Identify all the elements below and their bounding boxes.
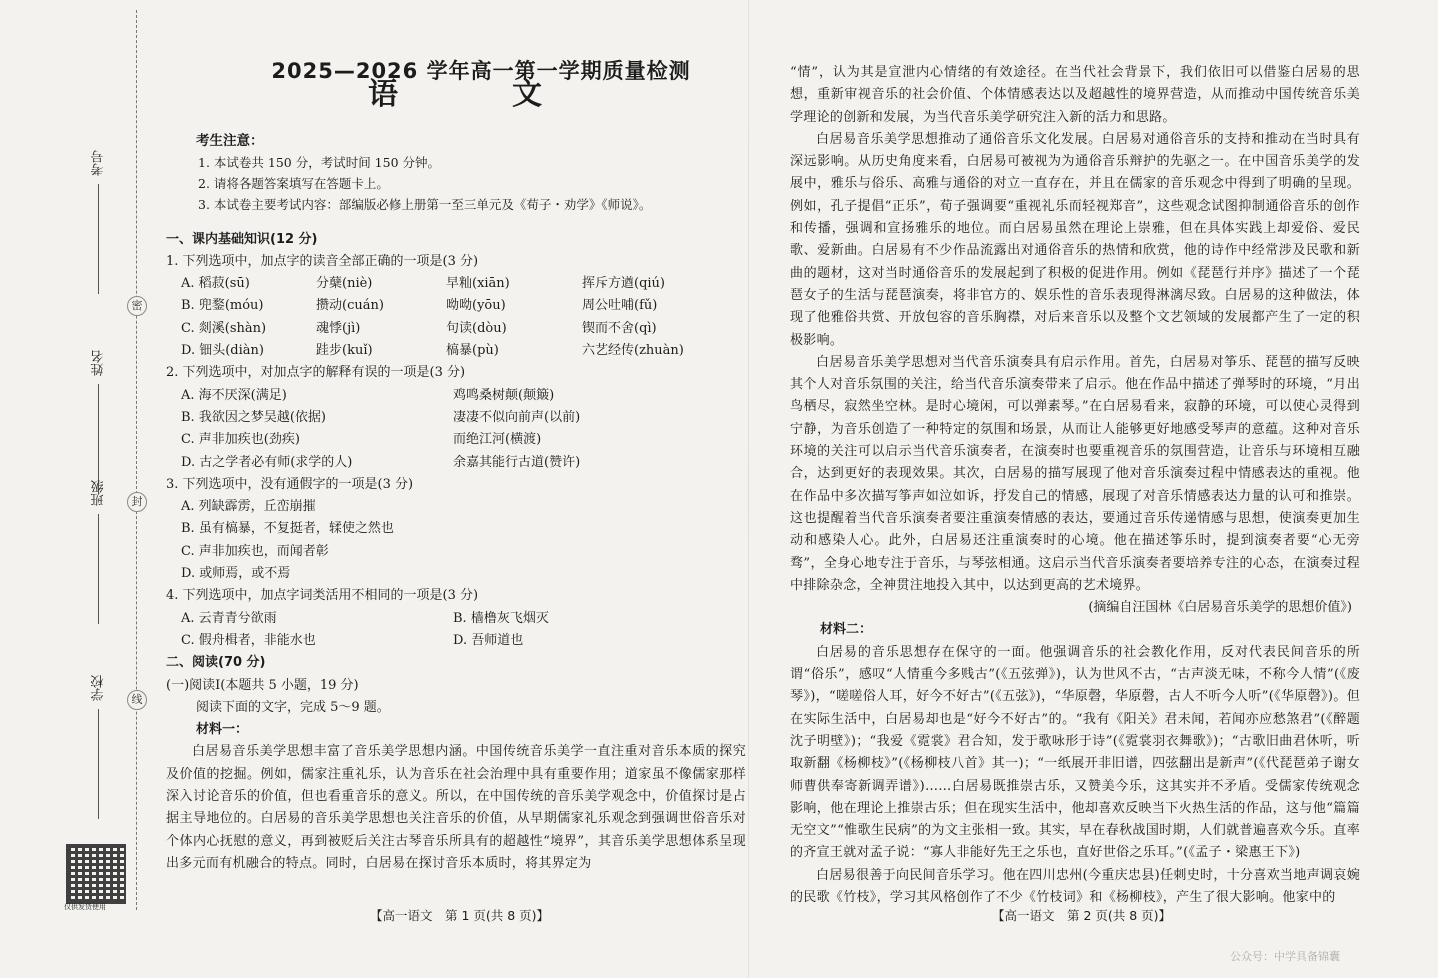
page-1-footer: 【高一语文 第 1 页(共 8 页)】: [370, 908, 550, 923]
section-heading: 一、课内基础知识(12 分): [166, 231, 318, 247]
option: 攒动(cuán): [316, 298, 384, 314]
question-2: 2. 下列选项中，对加点字的解释有误的一项是(3 分): [166, 365, 466, 381]
option: 周公吐哺(fǔ): [582, 298, 658, 314]
field-exam-number: 考号: [88, 150, 110, 294]
notice-heading: 考生注意：: [196, 132, 264, 149]
page-1: [166, 52, 746, 875]
paragraph: 白居易音乐美学思想推动了通俗音乐文化发展。白居易对通俗音乐的支持和推动在当时具有深远影响。从历史角度来看，白居易可被视为为通俗音乐辩护的先驱之一。在中国音乐美学的发展中，雅乐与俗乐、高雅与通俗的对立一直存在，并且在儒家的音乐观念中得到了明确的呈现。例如，孔子提倡“正乐”，荀子强调要“重视礼乐而轻视郑音”，这些观念试图抑制通俗音乐的创作和传播，强调和宣扬雅乐的地位。而白居易虽然在理论上崇雅，但在具体实践上却爱俗、爱民歌、爱新曲。白居易有不少作品流露出对通俗音乐的热情和欣赏，他的诗作中经常涉及民歌和新曲的题材，这对当时通俗音乐的发展起到了积极的促进作用。例如《琵琶行并序》描述了一个琵琶女子的生活与琵琶演奏，将非官方的、娱乐性的音乐表现得淋漓尽致。白居易的这种做法，体现了他雅俗共赏、开放包容的音乐胸襟，对后来音乐以及整个文艺领域的发展都产生了一定的积极影响。: [790, 131, 1360, 348]
option: A. 云青青兮欲雨: [181, 610, 277, 626]
watermark: 公众号：中学具备锦囊: [1230, 950, 1340, 963]
seal-mark-feng: 封: [127, 492, 147, 512]
subject-title: 语 文: [368, 77, 584, 113]
page-2-footer: 【高一语文 第 2 页(共 8 页)】: [992, 908, 1172, 923]
notice-item: 1. 本试卷共 150 分，考试时间 150 分钟。: [198, 154, 441, 170]
field-class: 班级: [88, 480, 110, 624]
option: C. 假舟楫者，非能水也: [181, 632, 316, 648]
reading-heading: (一)阅读Ⅰ(本题共 5 小题，19 分): [166, 677, 359, 693]
binding-strip: [0, 0, 160, 978]
material-1-text: 白居易音乐美学思想丰富了音乐美学思想内涵。中国传统音乐美学一直注重对音乐本质的探究及价值的挖掘。例如，儒家注重礼乐，认为音乐在社会治理中具有重要作用；道家虽不像儒家那样深入讨论音乐的价值，但也看重音乐的意义。所以，在中国传统的音乐美学观念中，价值探讨是占据主导地位的。白居易的音乐美学思想也关注音乐的价值，从早期儒家礼乐观念到强调世俗音乐对个体内心抚慰的意义，再到被贬后关注古琴音乐所具有的超越性“境界”，其音乐美学思想体系呈现出多元而有机融合的特点。同时，白居易在探讨音乐本质时，将其界定为: [166, 744, 746, 871]
question-4-options: [166, 608, 746, 653]
exam-title: 2025—2026 学年高一第一学期质量检测: [271, 59, 691, 83]
option: 锲而不舍(qì): [582, 320, 657, 336]
qr-code: [68, 846, 124, 902]
cut-line: [136, 10, 137, 910]
option: 而绝江河(横渡): [453, 432, 542, 448]
question-3-options: [166, 496, 746, 585]
option: A. 列缺霹雳，丘峦崩摧: [181, 499, 316, 515]
option: 句读(dòu): [446, 320, 507, 336]
option: B. 兜鍪(móu): [181, 298, 264, 314]
paragraph: 白居易很善于向民间音乐学习。他在四川忠州(今重庆忠县)任刺史时，十分喜欢当地声调哀婉的民歌《竹枝》，学习其风格创作了不少《竹枝词》和《杨柳枝》，产生了很大影响。他家中的: [790, 867, 1360, 905]
option: 凄凄不似向前声(以前): [453, 409, 581, 425]
option: 余嘉其能行古道(赞许): [453, 454, 581, 470]
option: B. 我欲因之梦吴越(依据): [181, 409, 326, 425]
candidate-notice: [166, 131, 746, 215]
question-1: 1. 下列选项中，加点字的读音全部正确的一项是(3 分): [166, 253, 479, 269]
question-1-options: [166, 273, 746, 362]
option: 分蘖(niè): [316, 276, 373, 292]
question-4: 4. 下列选项中，加点字词类活用不相同的一项是(3 分): [166, 588, 479, 604]
option: 鸡鸣桑树颠(颠簸): [453, 387, 555, 403]
paragraph: 白居易的音乐思想存在保守的一面。他强调音乐的社会教化作用，反对代表民间音乐的所谓“俗乐”，感叹“人情重今多贱古”(《五弦弹》)，认为世风不古，“古声淡无味，不称今人情”(《废琴》)，“嗟嗟俗人耳，好今不好古”(《五弦》)，“华原磬，华原磬，古人不听今人听”(《华原磬》)。但在实际生活中，白居易却也是“好今不好古”的。“我有《阳关》君未闻，若闻亦应愁煞君”(《醉题沈子明壁》)；“我爱《霓裳》君合知，发于歌咏形于诗”(《霓裳羽衣舞歌》)；“古歌旧曲君休听，听取新翻《杨柳枝》”(《杨柳枝八首》其一)；“一纸展开非旧谱，四弦翻出是新声”(《代琵琶弟子谢女师曹供奉寄新调弄谱》)……白居易既推崇古乐，又赞美今乐，这其实并不矛盾。受儒家传统观念影响，他在理论上推崇古乐；但在现实生活中，他却喜欢反映当下火热生活的作品，这与他“篇篇无空文”“惟歌生民病”的为文主张相一致。其实，早在春秋战国时期，人们就普遍喜欢今乐。直率的齐宣王就对孟子说：“寡人非能好先王之乐也，直好世俗之乐耳。”(《孟子・梁惠王下》): [790, 644, 1360, 861]
question-2-options: [166, 385, 746, 474]
option: A. 稻菽(sū): [181, 276, 250, 292]
notice-item: 2. 请将各题答案填写在答题卡上。: [198, 175, 389, 191]
option: D. 吾师道也: [453, 632, 524, 648]
paragraph: “情”，认为其是宣泄内心情绪的有效途径。在当代社会背景下，我们依旧可以借鉴白居易的思想，重新审视音乐的社会价值、个体情感表达以及超越性的境界营造，从而推动中国传统音乐美学理论的创新和发展，为当代音乐美学研究注入新的活力和思路。: [790, 65, 1360, 125]
option: A. 海不厌深(满足): [181, 387, 287, 403]
option: 六艺经传(zhuàn): [582, 343, 684, 359]
section-heading: 二、阅读(70 分): [166, 655, 266, 671]
field-school: 学校: [88, 675, 110, 819]
seal-mark-mi: 密: [127, 296, 147, 316]
page-fold: [748, 0, 749, 978]
option: C. 剡溪(shàn): [181, 320, 267, 336]
option: 呦呦(yōu): [446, 298, 506, 314]
material-2-label: 材料二：: [820, 622, 873, 638]
reading-instruction: 阅读下面的文字，完成 5～9 题。: [196, 699, 390, 715]
option: C. 声非加疾也(劲疾): [181, 432, 300, 448]
option: 早籼(xiān): [446, 276, 510, 292]
qr-label: 仅供发货使用: [64, 903, 106, 911]
seal-mark-xian: 线: [127, 690, 147, 710]
option: B. 虽有槁暴，不复挺者，𫐓使之然也: [181, 521, 394, 537]
field-name: 姓名: [88, 350, 110, 494]
option: D. 古之学者必有师(求学的人): [181, 454, 353, 470]
option: C. 声非加疾也，而闻者彰: [181, 543, 329, 559]
notice-item: 3. 本试卷主要考试内容：部编版必修上册第一至三单元及《荀子・劝学》《师说》。: [198, 196, 652, 212]
source-citation: (摘编自汪国林《白居易音乐美学的思想价值》): [1088, 600, 1352, 616]
page-2: [790, 62, 1360, 909]
option: B. 樯橹灰飞烟灭: [453, 610, 549, 626]
option: 槁暴(pù): [446, 343, 499, 359]
option: D. 或师焉，或不焉: [181, 566, 291, 582]
option: 跬步(kuǐ): [316, 343, 373, 359]
paragraph: 白居易音乐美学思想对当代音乐演奏具有启示作用。首先，白居易对筝乐、琵琶的描写反映其个人对音乐氛围的关注，给当代音乐演奏带来了启示。他在作品中描述了弹琴时的环境，“月出鸟栖尽，寂然坐空林。是时心境闲，可以弹素琴。”在白居易看来，寂静的环境，可以使心灵得到宁静，为音乐创造了一种特定的氛围和场景，从而让人能够更好地感受琴声的意蕴。这种对音乐环境的关注可以启示当代音乐演奏者，在演奏时也要重视音乐的氛围营造，让音乐与环境相互融合，达到更好的表现效果。其次，白居易的描写展现了他对音乐演奏过程中情感表达的重视。他在作品中多次描写筝声如泣如诉，抒发自己的情感，展现了对音乐情感表达力量的认可和推崇。这也提醒着当代音乐演奏者要注重演奏情感的表达，要通过音乐传递情感与思想，使演奏更加生动和感染人心。此外，白居易还注重演奏时的心境。他在描述筝乐时，提到演奏者要“心无旁骛”，全身心地专注于音乐，与琴弦相通。这启示当代音乐演奏者要培养专注的心态，在演奏过程中排除杂念，全神贯注地投入其中，以达到更高的艺术境界。: [790, 354, 1360, 593]
option: 挥斥方遒(qiú): [582, 276, 665, 292]
material-1-label: 材料一：: [196, 722, 249, 738]
option: D. 钿头(diàn): [181, 343, 264, 359]
question-3: 3. 下列选项中，没有通假字的一项是(3 分): [166, 476, 414, 492]
option: 魂悸(jì): [316, 320, 361, 336]
